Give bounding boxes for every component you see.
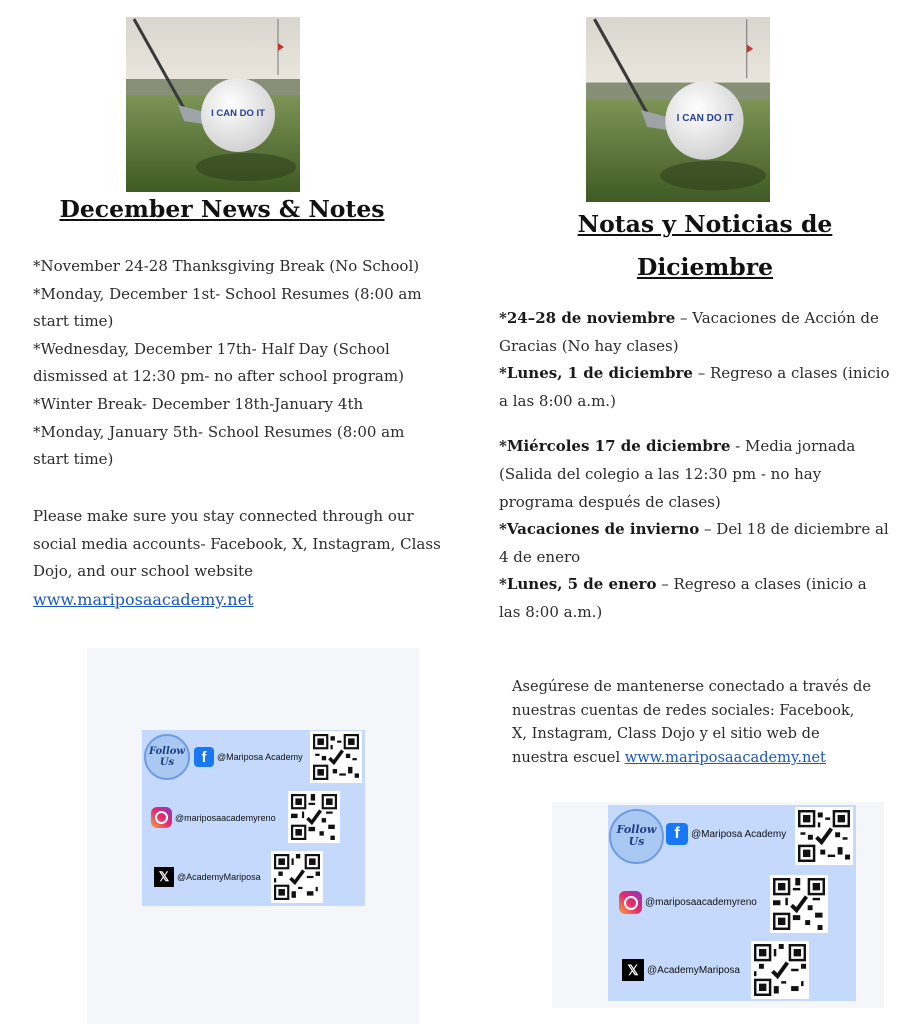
facebook-row[interactable]	[194, 747, 303, 767]
english-social-line: Please make sure you stay connected through our	[33, 507, 414, 525]
spanish-heading	[540, 203, 870, 289]
social-card	[608, 805, 856, 1001]
spanish-website-link[interactable]: www.mariposaacademy.net	[624, 749, 826, 767]
spanish-dates-list	[499, 305, 891, 627]
english-line: *Monday, December 1st- School Resumes (8:00 am	[33, 284, 422, 303]
facebook-row[interactable]	[666, 823, 786, 845]
instagram-icon	[619, 891, 642, 914]
x-row[interactable]	[622, 959, 740, 981]
english-dates-list	[33, 253, 433, 474]
follow-us-bubble: Follow Us	[144, 734, 190, 780]
golf-ball-photo-spanish	[586, 17, 770, 202]
english-social-line: social media accounts- Facebook, X, Instagram, Class	[33, 534, 441, 553]
spanish-item: *Lunes, 1 de diciembre – Regreso a clases (inicio a las 8:00 a.m.)	[499, 364, 890, 410]
follow-us-bubble: Follow Us	[609, 809, 664, 864]
facebook-qr-code[interactable]	[310, 731, 362, 783]
instagram-handle: @mariposaacademyreno	[175, 812, 276, 823]
x-icon: 𝕏	[154, 867, 174, 887]
english-line: start time)	[33, 312, 114, 331]
x-row[interactable]	[154, 867, 261, 887]
english-line: start time)	[33, 450, 114, 469]
x-handle: @AcademyMariposa	[177, 872, 261, 882]
instagram-handle: @mariposaacademyreno	[645, 897, 757, 908]
spanish-item: *Miércoles 17 de diciembre - Media jornada (Salida del colegio a las 12:30 pm - no hay programa después de clases)	[499, 437, 856, 511]
instagram-row[interactable]	[619, 891, 757, 914]
x-qr-code[interactable]	[751, 941, 809, 999]
facebook-icon: f	[194, 747, 214, 767]
english-line: *November 24-28 Thanksgiving Break (No School)	[33, 257, 420, 275]
facebook-handle: @Mariposa Academy	[691, 828, 787, 840]
x-qr-code[interactable]	[271, 851, 323, 903]
facebook-qr-code[interactable]	[795, 807, 853, 865]
facebook-handle: @Mariposa Academy	[217, 752, 303, 762]
english-website-link[interactable]: www.mariposaacademy.net	[33, 589, 254, 609]
english-line: *Monday, January 5th- School Resumes (8:00 am	[33, 422, 405, 441]
instagram-icon	[151, 807, 172, 828]
english-heading: December News & Notes	[59, 195, 385, 223]
english-social-box	[87, 648, 419, 1024]
instagram-qr-code[interactable]	[288, 791, 340, 843]
spanish-item: *Vacaciones de invierno – Del 18 de diciembre al 4 de enero	[499, 520, 889, 566]
facebook-icon: f	[666, 823, 688, 845]
golf-ball-text: I CAN DO IT	[676, 113, 734, 124]
instagram-qr-code[interactable]	[770, 875, 828, 933]
social-card	[142, 730, 365, 906]
english-social-line: Dojo, and our school website	[33, 562, 253, 581]
english-line: dismissed at 12:30 pm- no after school program)	[33, 367, 404, 386]
english-line: *Winter Break- December 18th-January 4th	[33, 394, 364, 413]
instagram-row[interactable]	[151, 807, 276, 828]
golf-ball-text: I CAN DO IT	[211, 108, 265, 119]
golf-ball-photo-english	[126, 17, 300, 192]
spanish-heading-line: Notas y Noticias de	[577, 210, 833, 238]
spanish-social-paragraph: Asegúrese de mantenerse conectado a través de nuestras cuentas de redes sociales: Facebook, X, Instagram, Class Dojo y el sitio web de nuestra escuel www.mariposaacademy.net	[512, 678, 871, 767]
x-handle: @AcademyMariposa	[647, 964, 740, 976]
x-icon: 𝕏	[622, 959, 644, 981]
spanish-heading-line: Diciembre	[636, 253, 774, 281]
spanish-social-box	[552, 802, 884, 1008]
spanish-item: *Lunes, 5 de enero – Regreso a clases (inicio a las 8:00 a.m.)	[499, 575, 867, 621]
english-social-paragraph	[33, 503, 441, 614]
spanish-item: *24–28 de noviembre – Vacaciones de Acción de Gracias (No hay clases)	[499, 309, 879, 355]
english-line: *Wednesday, December 17th- Half Day (School	[33, 339, 390, 358]
